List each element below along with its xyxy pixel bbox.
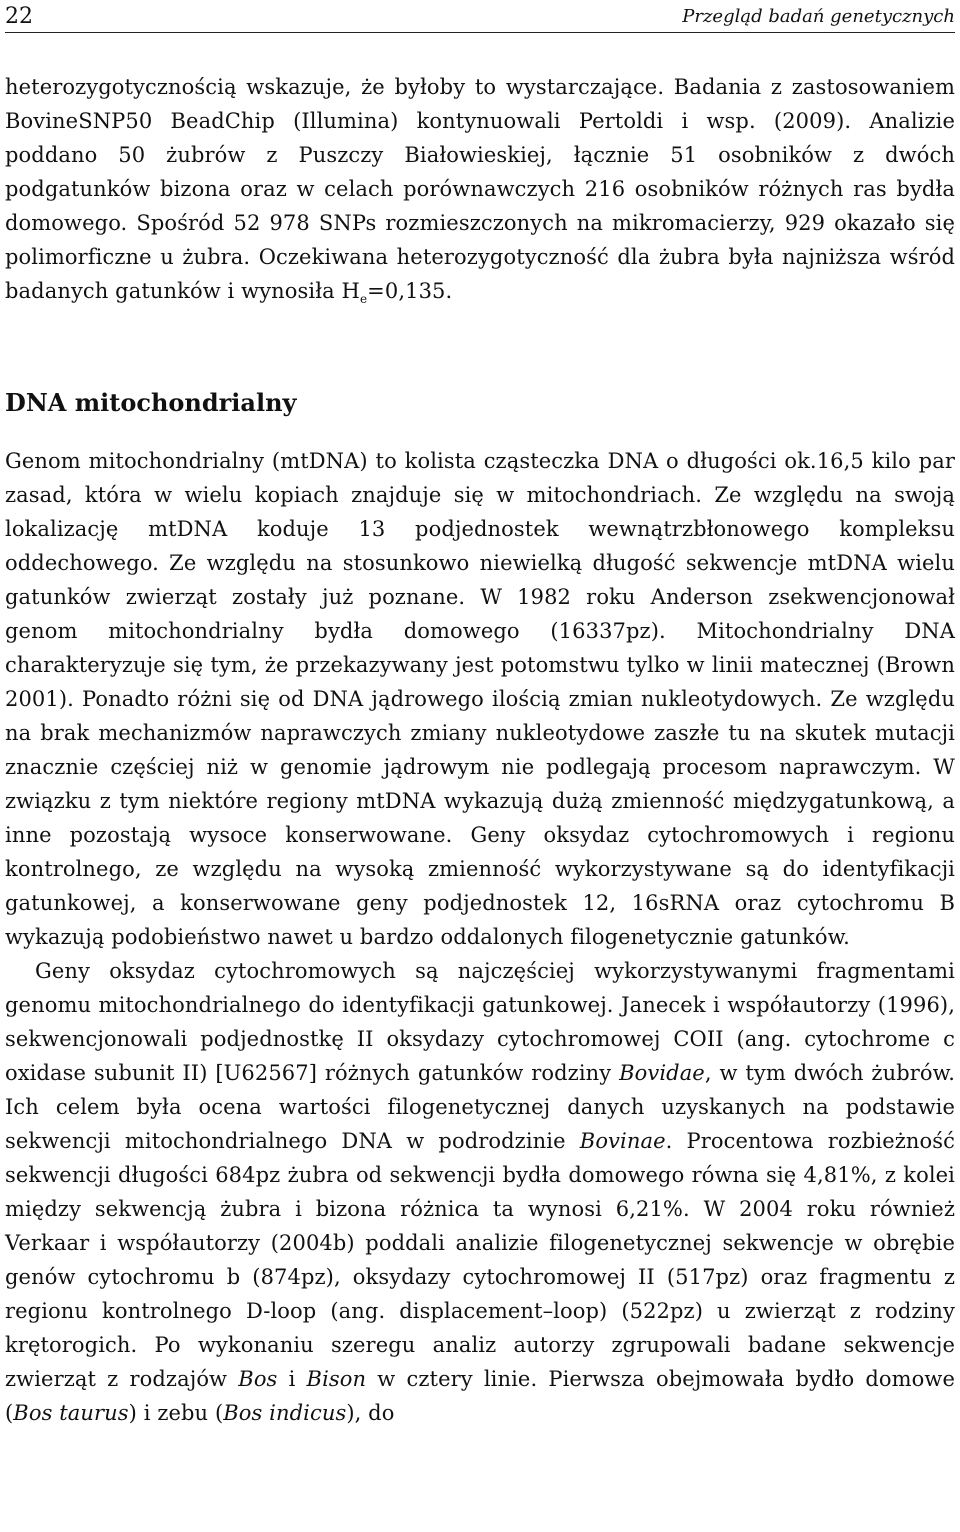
paragraph-text: ) i zebu ( (128, 1401, 224, 1425)
paragraph-heterozygosity (5, 70, 955, 308)
paragraph-text: . Procentowa rozbieżność sekwencji długości 684pz żubra od sekwencji bydła domowego równa się 4,81%, z kolei między sekwencją żubra i bizona różnica ta wynosi 6,21%. W 2004 roku również Verkaar i współautorzy (2004b) poddali analizie filogenetycznej sekwencje w obrębie genów cytochromu b (874pz), oksydazy cytochromowej II (517pz) oraz fragmentu z regionu kontrolnego D-loop (ang. displacement–loop) (522pz) u zwierząt z rodziny krętorogich. Po wykonaniu szeregu analiz autorzy zgrupowali badane sekwencje zwierząt z rodzajów (5, 1129, 955, 1391)
paragraph-text: ), do (346, 1401, 395, 1425)
paragraph-cytochrome-oxidase (5, 954, 955, 1430)
paragraph-text: i (277, 1367, 307, 1391)
taxon-name: Bos indicus (223, 1401, 347, 1425)
paragraph-text: , w tym dwóch żubrów. Ich celem była ocena wartości filogenetycznej danych uzyskanych na podstawie sekwencji mitochondrialnego DNA w podrodzinie (5, 1061, 955, 1153)
taxon-name: Bison (306, 1367, 367, 1391)
subscript-e: e (359, 292, 368, 307)
taxon-name: Bovidae (619, 1061, 705, 1085)
paragraph-text: heterozygotycznością wskazuje, że byłoby to wystarczające. Badania z zastosowaniem BovineSNP50 BeadChip (Illumina) kontynuowali Pertoldi i wsp. (2009). Analizie poddano 50 żubrów z Puszczy Białowieskiej, łącznie 51 osobników z dwóch podgatunków bizona oraz w celach porównawczych 216 osobników różnych ras bydła domowego. Spośród 52 978 SNPs rozmieszczonych na mikromacierzy, 929 okazało się polimorficzne u żubra. Oczekiwana heterozygotyczność dla żubra była najniższa wśród badanych gatunków i wynosiła H (5, 75, 955, 303)
body-text-mtdna (5, 444, 955, 1430)
paragraph-text: Geny oksydaz cytochromowych są najczęściej wykorzystywanymi fragmentami genomu mitochondrialnego do identyfikacji gatunkowej. Janecek i współautorzy (1996), sekwencjonowali podjednostkę II oksydazy cytochromowej COII (ang. cytochrome c oxidase subunit II) [U62567] różnych gatunków rodziny (5, 959, 955, 1085)
section-heading: DNA mitochondrialny (5, 388, 297, 417)
journal-title: Przegląd badań genetycznych (682, 6, 955, 27)
page-number: 22 (5, 4, 33, 29)
body-text-intro (5, 70, 955, 308)
document-page (5, 0, 955, 1532)
running-header (5, 2, 955, 33)
taxon-name: Bovinae (579, 1129, 666, 1153)
taxon-name: Bos taurus (13, 1401, 129, 1425)
paragraph-text: w cztery linie. Pierwsza obejmowała bydło domowe ( (5, 1367, 955, 1425)
paragraph-text: =0,135. (367, 279, 453, 303)
paragraph-mtdna-genome: Genom mitochondrialny (mtDNA) to kolista cząsteczka DNA o długości ok.16,5 kilo par zasad, która w wielu kopiach znajduje się w mitochondriach. Ze względu na swoją lokalizację mtDNA koduje 13 podjednostek wewnątrzbłonowego kompleksu oddechowego. Ze względu na stosunkowo niewielką długość sekwencje mtDNA wielu gatunków zwierząt zostały już poznane. W 1982 roku Anderson zsekwencjonował genom mitochondrialny bydła domowego (16337pz). Mitochondrialny DNA charakteryzuje się tym, że przekazywany jest potomstwu tylko w linii matecznej (Brown 2001). Ponadto różni się od DNA jądrowego ilością zmian nukleotydowych. Ze względu na brak mechanizmów naprawczych zmiany nukleotydowe zaszłe tu na skutek mutacji znacznie częściej niż w genomie jądrowym nie podlegają procesom naprawczym. W związku z tym niektóre regiony mtDNA wykazują dużą zmienność międzygatunkową, a inne pozostają wysoce konserwowane. Geny oksydaz cytochromowych i regionu kontrolnego, ze względu na wysoką zmienność wykorzystywane są do identyfikacji gatunkowej, a konserwowane geny podjednostek 12, 16sRNA oraz cytochromu B wykazują podobieństwo nawet u bardzo oddalonych filogenetycznie gatunków. (5, 449, 955, 949)
taxon-name: Bos (238, 1367, 278, 1391)
